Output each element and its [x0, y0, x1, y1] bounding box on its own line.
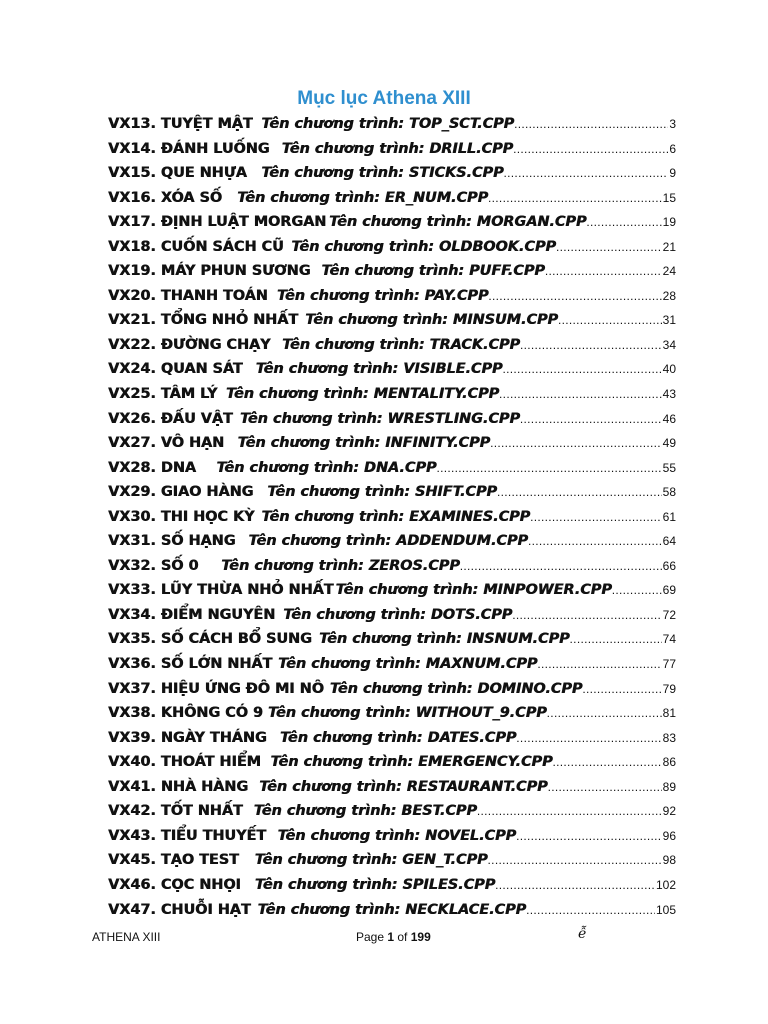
- entry-code: VX26.: [108, 410, 156, 427]
- entry-name: XÓA SỐ: [160, 189, 222, 206]
- toc-entry[interactable]: [108, 286, 676, 311]
- entry-program: Tên chương trình: SHIFT.CPP: [267, 484, 497, 501]
- entry-program: Tên chương trình: ZEROS.CPP: [221, 557, 460, 574]
- entry-program: Tên chương trình: ER_NUM.CPP: [237, 189, 489, 206]
- toc-entry[interactable]: [108, 384, 676, 409]
- entry-dot-leader: [490, 433, 662, 453]
- entry-dot-leader: [582, 679, 661, 699]
- entry-name: TỔNG NHỎ NHẤT: [160, 312, 299, 329]
- entry-page-number: 6: [669, 141, 676, 156]
- entry-dot-leader: [558, 310, 662, 330]
- entry-program: Tên chương trình: MAXNUM.CPP: [278, 656, 538, 673]
- entry-page-number: 24: [662, 264, 676, 279]
- entry-dot-leader: [514, 114, 668, 134]
- entry-program: Tên chương trình: MENTALITY.CPP: [225, 386, 500, 403]
- entry-name: KHÔNG CÓ 9: [160, 705, 263, 722]
- toc-entry[interactable]: [108, 679, 676, 704]
- entry-page-number: 34: [662, 337, 676, 352]
- entry-program: Tên chương trình: SPILES.CPP: [254, 876, 496, 893]
- entry-page-number: 49: [662, 436, 676, 451]
- entry-page-number: 58: [662, 485, 676, 500]
- toc-entry[interactable]: [108, 261, 676, 286]
- entry-page-number: 74: [662, 632, 676, 647]
- entry-dot-leader: [497, 482, 662, 502]
- entry-program: Tên chương trình: RESTAURANT.CPP: [259, 778, 548, 795]
- toc-entry[interactable]: [108, 703, 676, 728]
- entry-dot-leader: [530, 507, 662, 527]
- entry-page-number: 28: [662, 288, 676, 303]
- entry-page-number: 3: [669, 117, 676, 131]
- entry-program: Tên chương trình: WITHOUT_9.CPP: [267, 705, 547, 722]
- entry-program: Tên chương trình: PAY.CPP: [276, 287, 489, 304]
- toc-entry[interactable]: [108, 826, 676, 851]
- entry-code: VX47.: [108, 901, 156, 918]
- entry-program: Tên chương trình: MORGAN.CPP: [329, 214, 587, 231]
- toc-entry[interactable]: [108, 752, 676, 777]
- entry-dot-leader: [512, 605, 661, 625]
- entry-page-number: 86: [662, 755, 676, 770]
- footer-doc-name: ATHENA XIII: [92, 930, 161, 944]
- entry-code: VX13.: [108, 116, 156, 132]
- entry-program: Tên chương trình: DNA.CPP: [216, 459, 437, 476]
- entry-program: Tên chương trình: WRESTLING.CPP: [239, 410, 520, 427]
- entry-name: TỐT NHẤT: [160, 803, 243, 820]
- entry-dot-leader: [460, 556, 662, 576]
- entry-dot-leader: [528, 531, 662, 551]
- entry-name: CỌC NHỌI: [160, 876, 241, 893]
- entry-code: VX22.: [108, 336, 156, 353]
- entry-name: QUAN SÁT: [160, 361, 243, 378]
- entry-page-number: 66: [662, 558, 676, 573]
- entry-dot-leader: [548, 777, 662, 797]
- entry-name: NHÀ HÀNG: [160, 778, 249, 795]
- entry-page-number: 102: [655, 877, 676, 892]
- toc-entry[interactable]: [108, 114, 676, 139]
- toc-entry[interactable]: [108, 433, 676, 458]
- entry-code: VX36.: [108, 656, 156, 673]
- entry-dot-leader: [488, 188, 662, 208]
- entry-page-number: 43: [662, 387, 676, 402]
- toc-entry[interactable]: [108, 507, 676, 532]
- entry-page-number: 77: [662, 657, 676, 672]
- footer-page-number: [356, 930, 431, 944]
- entry-page-number: 9: [669, 166, 676, 181]
- entry-code: VX28.: [108, 459, 156, 476]
- entry-code: VX37.: [108, 680, 156, 697]
- toc-entry[interactable]: [108, 212, 676, 237]
- entry-name: THANH TOÁN: [160, 287, 268, 304]
- entry-dot-leader: [612, 580, 662, 600]
- entry-code: VX46.: [108, 876, 156, 893]
- toc-entry[interactable]: [108, 629, 676, 654]
- entry-page-number: 69: [662, 583, 676, 598]
- entry-page-number: 79: [662, 681, 676, 696]
- entry-program: Tên chương trình: PUFF.CPP: [321, 263, 545, 280]
- entry-code: VX21.: [108, 312, 156, 329]
- toc-entry[interactable]: [108, 359, 676, 384]
- toc-entry[interactable]: [108, 482, 676, 507]
- entry-page-number: 92: [662, 804, 676, 819]
- entry-code: VX35.: [108, 631, 156, 648]
- entry-code: VX32.: [108, 557, 156, 574]
- entry-name: ĐẤU VẬT: [160, 410, 233, 427]
- toc-entry[interactable]: [108, 777, 676, 802]
- entry-name: SỐ CÁCH BỔ SUNG: [160, 631, 312, 648]
- entry-dot-leader: [516, 826, 662, 846]
- entry-dot-leader: [513, 139, 668, 159]
- entry-page-number: 64: [662, 534, 676, 549]
- entry-name: NGÀY THÁNG: [160, 729, 267, 746]
- toc-entry[interactable]: [108, 900, 676, 925]
- entry-page-number: 81: [662, 706, 676, 721]
- entry-code: VX14.: [108, 140, 156, 157]
- entry-program: Tên chương trình: STICKS.CPP: [261, 165, 504, 182]
- entry-dot-leader: [477, 801, 662, 821]
- entry-program: Tên chương trình: NECKLACE.CPP: [257, 901, 527, 918]
- toc-entry[interactable]: [108, 531, 676, 556]
- entry-name: ĐÁNH LUỐNG: [160, 140, 270, 157]
- toc-entry[interactable]: [108, 458, 676, 483]
- entry-name: TẠO TEST: [160, 852, 239, 869]
- toc-entry[interactable]: [108, 237, 676, 262]
- entry-page-number: 72: [662, 607, 676, 622]
- entry-name: GIAO HÀNG: [160, 484, 254, 501]
- entry-program: Tên chương trình: EXAMINES.CPP: [261, 508, 531, 525]
- entry-page-number: 15: [662, 190, 676, 205]
- entry-page-number: 19: [662, 215, 676, 230]
- entry-name: TIỂU THUYẾT: [160, 827, 267, 844]
- entry-name: CUỐN SÁCH CŨ: [160, 238, 284, 255]
- toc-entry[interactable]: [108, 556, 676, 581]
- entry-dot-leader: [586, 212, 661, 232]
- entry-dot-leader: [520, 409, 662, 429]
- entry-dot-leader: [570, 629, 662, 649]
- entry-name: ĐỊNH LUẬT MORGAN: [160, 214, 327, 231]
- entry-dot-leader: [502, 359, 661, 379]
- entry-program: Tên chương trình: INSNUM.CPP: [319, 631, 570, 648]
- toc-list: [108, 114, 676, 924]
- toc-entry[interactable]: [108, 850, 676, 875]
- entry-dot-leader: [520, 335, 662, 355]
- entry-page-number: 98: [662, 853, 676, 868]
- toc-entry[interactable]: [108, 139, 676, 164]
- entry-name: CHUỖI HẠT: [160, 901, 251, 918]
- toc-entry[interactable]: [108, 801, 676, 826]
- entry-page-number: 83: [662, 730, 676, 745]
- entry-code: VX42.: [108, 803, 156, 820]
- entry-dot-leader: [537, 654, 661, 674]
- toc-entry[interactable]: [108, 875, 676, 900]
- entry-code: VX39.: [108, 729, 156, 746]
- entry-name: TÂM LÝ: [160, 386, 218, 403]
- entry-name: SỐ 0: [160, 557, 199, 574]
- entry-program: Tên chương trình: DOMINO.CPP: [329, 680, 583, 697]
- entry-page-number: 89: [662, 779, 676, 794]
- entry-program: Tên chương trình: INFINITY.CPP: [237, 435, 491, 452]
- entry-name: LŨY THỪA NHỎ NHẤT: [160, 582, 334, 599]
- footer-page-total: 199: [410, 930, 431, 944]
- entry-code: VX34.: [108, 606, 156, 623]
- entry-dot-leader: [488, 850, 662, 870]
- entry-code: VX19.: [108, 263, 156, 280]
- entry-code: VX16.: [108, 189, 156, 206]
- footer-page-of: of: [394, 930, 411, 944]
- entry-program: Tên chương trình: ADDENDUM.CPP: [248, 533, 528, 550]
- entry-code: VX17.: [108, 214, 156, 231]
- entry-code: VX25.: [108, 386, 156, 403]
- entry-code: VX27.: [108, 435, 156, 452]
- entry-page-number: 31: [662, 313, 676, 328]
- entry-dot-leader: [547, 703, 662, 723]
- entry-dot-leader: [488, 286, 661, 306]
- entry-name: TUYỆT MẬT: [160, 116, 253, 132]
- entry-page-number: 96: [662, 828, 676, 843]
- entry-program: Tên chương trình: NOVEL.CPP: [277, 827, 517, 844]
- entry-name: SỐ HẠNG: [160, 533, 236, 550]
- entry-program: Tên chương trình: VISIBLE.CPP: [255, 361, 503, 378]
- entry-dot-leader: [499, 384, 662, 404]
- entry-name: THOÁT HIỂM: [160, 754, 261, 771]
- toc-entry[interactable]: [108, 409, 676, 434]
- entry-page-number: 40: [662, 362, 676, 377]
- entry-code: VX41.: [108, 778, 156, 795]
- entry-program: Tên chương trình: EMERGENCY.CPP: [270, 754, 553, 771]
- toc-entry[interactable]: [108, 728, 676, 753]
- entry-page-number: 55: [662, 460, 676, 475]
- entry-program: Tên chương trình: DOTS.CPP: [283, 606, 513, 623]
- footer-page-prefix: Page: [356, 930, 388, 944]
- entry-code: VX33.: [108, 582, 156, 599]
- entry-name: DNA: [160, 459, 196, 476]
- entry-program: Tên chương trình: GEN_T.CPP: [254, 852, 488, 869]
- entry-dot-leader: [526, 900, 655, 920]
- entry-name: HIỆU ỨNG ĐÔ MI NÔ: [160, 680, 324, 697]
- entry-name: SỐ LỚN NHẤT: [160, 656, 273, 673]
- entry-code: VX15.: [108, 165, 156, 182]
- entry-name: VÔ HẠN: [160, 435, 225, 452]
- toc-entry[interactable]: [108, 188, 676, 213]
- entry-name: THI HỌC KỲ: [160, 508, 255, 525]
- toc-entry[interactable]: [108, 580, 676, 605]
- entry-dot-leader: [516, 728, 661, 748]
- entry-program: Tên chương trình: DRILL.CPP: [281, 140, 514, 157]
- entry-program: Tên chương trình: MINSUM.CPP: [305, 312, 558, 329]
- entry-code: VX31.: [108, 533, 156, 550]
- entry-code: VX45.: [108, 852, 156, 869]
- entry-page-number: 21: [662, 239, 676, 254]
- entry-code: VX24.: [108, 361, 156, 378]
- entry-code: VX20.: [108, 287, 156, 304]
- entry-code: VX18.: [108, 238, 156, 255]
- entry-dot-leader: [436, 458, 661, 478]
- entry-code: VX38.: [108, 705, 156, 722]
- toc-entry[interactable]: [108, 335, 676, 360]
- toc-entry[interactable]: [108, 163, 676, 188]
- footer-symbol: ễ: [578, 926, 587, 942]
- entry-dot-leader: [545, 261, 662, 281]
- entry-program: Tên chương trình: OLDBOOK.CPP: [291, 238, 556, 255]
- entry-dot-leader: [556, 237, 662, 257]
- entry-code: VX40.: [108, 754, 156, 771]
- entry-program: Tên chương trình: DATES.CPP: [279, 729, 517, 746]
- footer-page-current: 1: [387, 930, 395, 944]
- entry-code: VX29.: [108, 484, 156, 501]
- entry-page-number: 61: [662, 509, 676, 524]
- toc-entry[interactable]: [108, 654, 676, 679]
- entry-dot-leader: [504, 163, 669, 183]
- toc-entry[interactable]: [108, 605, 676, 630]
- entry-name: ĐIỂM NGUYÊN: [160, 606, 276, 623]
- entry-dot-leader: [495, 875, 655, 895]
- entry-program: Tên chương trình: TOP_SCT.CPP: [261, 116, 515, 132]
- entry-program: Tên chương trình: BEST.CPP: [253, 803, 477, 820]
- entry-program: Tên chương trình: TRACK.CPP: [281, 336, 520, 353]
- toc-entry[interactable]: [108, 310, 676, 335]
- entry-code: VX43.: [108, 827, 156, 844]
- entry-name: QUE NHỰA: [160, 165, 247, 182]
- entry-dot-leader: [553, 752, 662, 772]
- entry-name: ĐƯỜNG CHẠY: [160, 336, 271, 353]
- toc-title: Mục lục Athena XIII: [297, 88, 471, 109]
- entry-page-number: 46: [662, 411, 676, 426]
- entry-code: VX30.: [108, 508, 156, 525]
- entry-page-number: 105: [655, 902, 676, 917]
- entry-name: MÁY PHUN SƯƠNG: [160, 263, 311, 280]
- entry-program: Tên chương trình: MINPOWER.CPP: [335, 582, 612, 599]
